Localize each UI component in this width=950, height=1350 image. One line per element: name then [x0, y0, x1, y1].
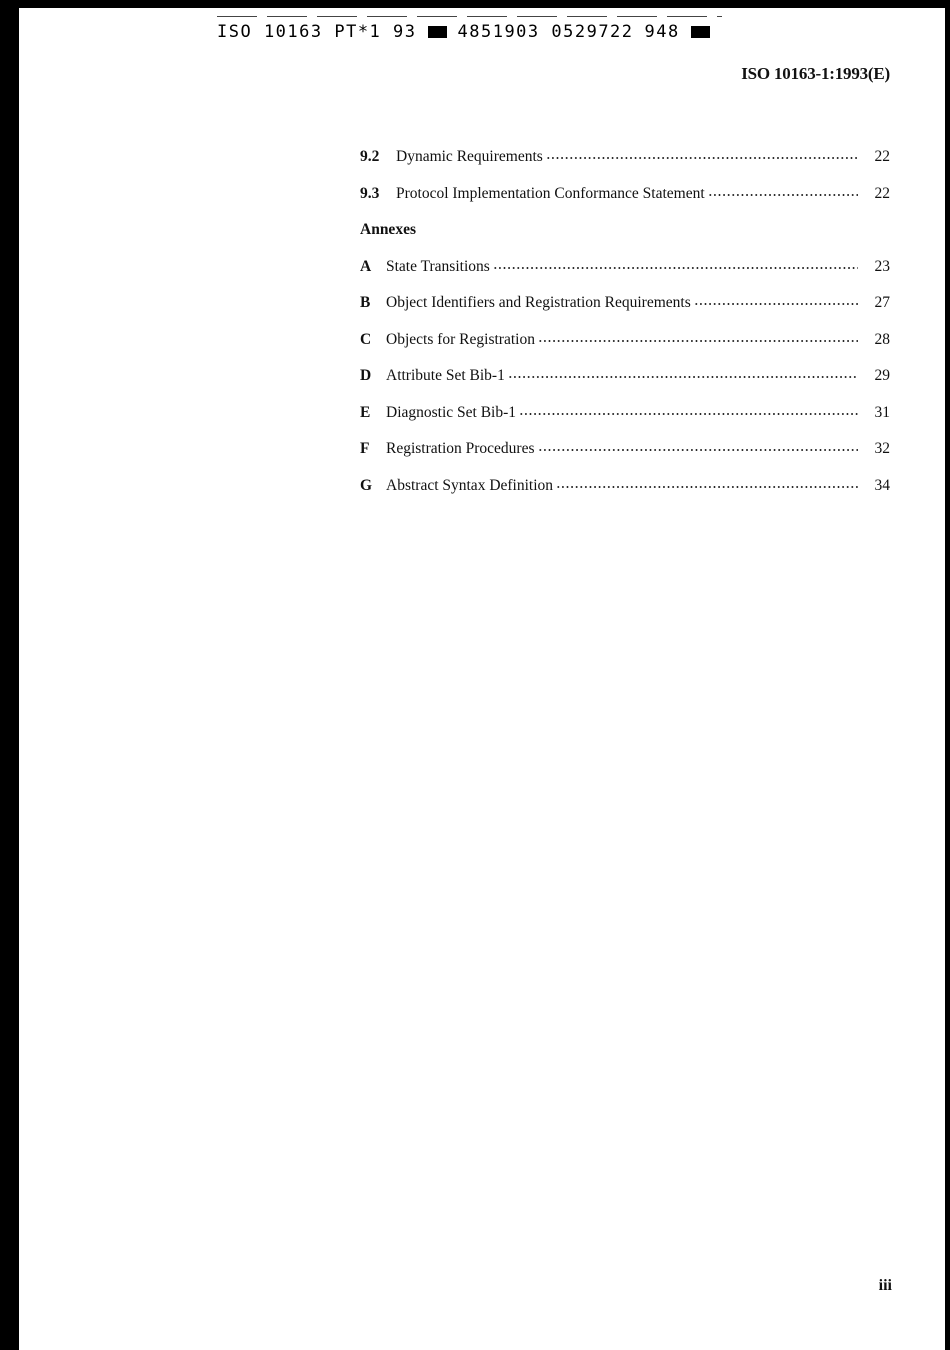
toc-entry-page: 29: [874, 367, 890, 384]
toc-entry-number: 9.3: [360, 184, 380, 202]
toc-entry-page: 34: [874, 476, 890, 494]
scan-border-top: [0, 0, 950, 8]
scan-border-left: [0, 0, 19, 1350]
toc-entry-annex-g[interactable]: [360, 477, 890, 514]
toc-entry-page: 28: [874, 330, 890, 348]
toc-entry-title: State Transitions: [386, 257, 490, 275]
scan-header-rule: [217, 16, 722, 17]
toc-entry-page: 22: [874, 148, 890, 165]
toc-entry-annex-e[interactable]: [360, 404, 890, 441]
barcode-block-icon: [691, 26, 710, 38]
toc-entry-letter: G: [360, 476, 373, 494]
toc-entry-page: 31: [874, 403, 890, 421]
toc-entry-title: Attribute Set Bib-1: [386, 367, 505, 384]
dot-leader: [546, 156, 858, 160]
barcode-block-icon: [428, 26, 447, 38]
toc-entry-letter: E: [360, 403, 371, 421]
toc-entry-page: 22: [874, 184, 890, 202]
scan-header: [217, 18, 710, 46]
toc-entry-letter: F: [360, 440, 370, 457]
scan-header-number: 4851903 0529722: [457, 22, 634, 42]
dot-leader: [556, 485, 858, 489]
toc-entry-letter: B: [360, 294, 371, 311]
dot-leader: [519, 412, 858, 416]
scan-border-right: [945, 0, 950, 1350]
toc-entry-annex-d[interactable]: [360, 367, 890, 404]
dot-leader: [538, 339, 858, 343]
toc-entry-title: Protocol Implementation Conformance Statement: [396, 184, 705, 202]
dot-leader: [538, 448, 858, 452]
toc-entry-annex-b[interactable]: [360, 294, 890, 331]
toc-entry-title: Registration Procedures: [386, 440, 535, 457]
toc-entry-annex-f[interactable]: [360, 440, 890, 477]
toc-entry-annex-a[interactable]: [360, 258, 890, 295]
dot-leader: [708, 193, 858, 197]
toc-entry-number: 9.2: [360, 148, 380, 165]
toc-entry-page: 27: [874, 294, 890, 311]
table-of-contents: [360, 148, 890, 513]
document-id: ISO 10163-1:1993(E): [741, 64, 890, 83]
toc-entry-letter: A: [360, 257, 372, 275]
scan-header-code: ISO 10163 PT*1 93: [217, 22, 417, 42]
toc-entry-9-3[interactable]: [360, 185, 890, 222]
toc-entry-letter: C: [360, 330, 372, 348]
toc-entry-annex-c[interactable]: [360, 331, 890, 368]
page-number: iii: [878, 1277, 892, 1294]
dot-leader: [493, 266, 858, 270]
toc-entry-title: Object Identifiers and Registration Requirements: [386, 294, 691, 311]
toc-entry-9-2[interactable]: [360, 148, 890, 185]
toc-entry-title: Dynamic Requirements: [396, 148, 543, 165]
annexes-heading: Annexes: [360, 221, 416, 238]
toc-entry-title: Abstract Syntax Definition: [386, 476, 554, 494]
scan-header-suffix: 948: [644, 22, 680, 42]
toc-entry-page: 32: [874, 440, 890, 457]
dot-leader: [694, 302, 858, 306]
toc-entry-title: Diagnostic Set Bib-1: [386, 403, 517, 421]
toc-entry-letter: D: [360, 367, 372, 384]
dot-leader: [508, 375, 858, 379]
toc-entry-page: 23: [874, 257, 890, 275]
toc-entry-title: Objects for Registration: [386, 330, 535, 348]
